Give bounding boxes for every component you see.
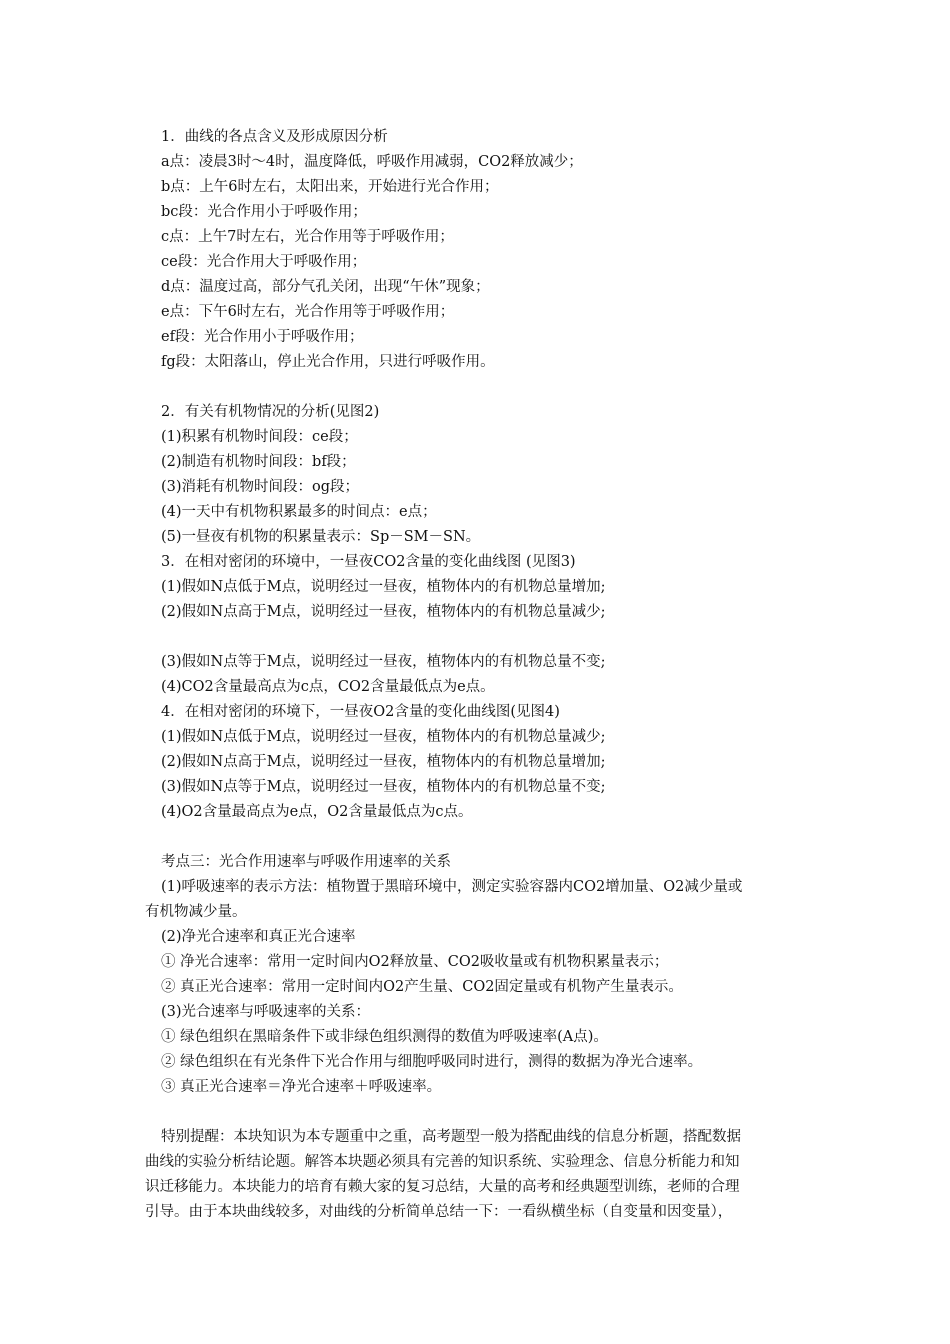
section1-line: ce段：光合作用大于呼吸作用；: [161, 254, 367, 270]
section1-title: 1．曲线的各点含义及形成原因分析: [161, 129, 388, 145]
kaodian3-line: ① 绿色组织在黑暗条件下或非绿色组织测得的数值为呼吸速率(A点)。: [161, 1029, 608, 1045]
section3-line: (2)假如N点高于M点，说明经过一昼夜，植物体内的有机物总量减少;: [161, 604, 606, 620]
kaodian3-title: 考点三：光合作用速率与呼吸作用速率的关系: [161, 854, 451, 870]
kaodian3-line: ② 绿色组织在有光条件下光合作用与细胞呼吸同时进行，测得的数据为净光合速率。: [161, 1054, 703, 1070]
section4-line: (4)O2含量最高点为e点，O2含量最低点为c点。: [161, 804, 473, 820]
kaodian3-line: (2)净光合速率和真正光合速率: [161, 929, 356, 945]
section4-line: (3)假如N点等于M点，说明经过一昼夜，植物体内的有机物总量不变;: [161, 779, 606, 795]
kaodian3-line: (3)光合速率与呼吸速率的关系：: [161, 1004, 371, 1020]
section1-line: b点：上午6时左右，太阳出来，开始进行光合作用；: [161, 179, 499, 195]
section3-line: (1)假如N点低于M点，说明经过一昼夜，植物体内的有机物总量增加;: [161, 579, 606, 595]
reminder-line: 特别提醒：本块知识为本专题重中之重，高考题型一般为搭配曲线的信息分析题，搭配数据: [161, 1129, 741, 1145]
kaodian3-line: ③ 真正光合速率＝净光合速率＋呼吸速率。: [161, 1079, 442, 1095]
section3-line: (3)假如N点等于M点，说明经过一昼夜，植物体内的有机物总量不变;: [161, 654, 606, 670]
section2-title: 2．有关有机物情况的分析(见图2): [161, 404, 380, 420]
kaodian3-line: (1)呼吸速率的表示方法：植物置于黑暗环境中，测定实验容器内CO2增加量、O2减少量或: [161, 879, 743, 895]
section2-line: (1)积累有机物时间段：ce段；: [161, 429, 358, 445]
section3-line: (4)CO2含量最高点为c点，CO2含量最低点为e点。: [161, 679, 495, 695]
kaodian3-line: 有机物减少量。: [145, 904, 247, 920]
section3-title: 3．在相对密闭的环境中，一昼夜CO2含量的变化曲线图 (见图3): [161, 554, 576, 570]
section1-line: fg段：太阳落山，停止光合作用，只进行呼吸作用。: [161, 354, 495, 370]
section1-line: c点：上午7时左右，光合作用等于呼吸作用；: [161, 229, 454, 245]
reminder-line: 曲线的实验分析结论题。解答本块题必须具有完善的知识系统、实验理念、信息分析能力和知: [145, 1154, 740, 1170]
reminder-line: 引导。由于本块曲线较多，对曲线的分析简单总结一下：一看纵横坐标（自变量和因变量），: [145, 1204, 733, 1220]
section1-line: ef段：光合作用小于呼吸作用；: [161, 329, 364, 345]
kaodian3-line: ① 净光合速率：常用一定时间内O2释放量、CO2吸收量或有机物积累量表示；: [161, 954, 669, 970]
section1-line: d点：温度过高，部分气孔关闭，出现“午休”现象；: [161, 279, 490, 295]
section4-line: (1)假如N点低于M点，说明经过一昼夜，植物体内的有机物总量减少;: [161, 729, 606, 745]
reminder-line: 识迁移能力。本块能力的培育有赖大家的复习总结，大量的高考和经典题型训练，老师的合理: [145, 1179, 740, 1195]
section2-line: (4)一天中有机物积累最多的时间点：e点；: [161, 504, 437, 520]
section2-line: (2)制造有机物时间段：bf段；: [161, 454, 356, 470]
section2-line: (5)一昼夜有机物的积累量表示：Sp－SM－SN。: [161, 529, 481, 545]
section1-line: e点：下午6时左右，光合作用等于呼吸作用；: [161, 304, 455, 320]
section4-title: 4．在相对密闭的环境下，一昼夜O2含量的变化曲线图(见图4): [161, 704, 560, 720]
section1-line: a点：凌晨3时～4时，温度降低，呼吸作用减弱，CO2释放减少；: [161, 154, 583, 170]
kaodian3-line: ② 真正光合速率：常用一定时间内O2产生量、CO2固定量或有机物产生量表示。: [161, 979, 683, 995]
section4-line: (2)假如N点高于M点，说明经过一昼夜，植物体内的有机物总量增加;: [161, 754, 606, 770]
section2-line: (3)消耗有机物时间段：og段；: [161, 479, 360, 495]
section1-line: bc段：光合作用小于呼吸作用；: [161, 204, 367, 220]
